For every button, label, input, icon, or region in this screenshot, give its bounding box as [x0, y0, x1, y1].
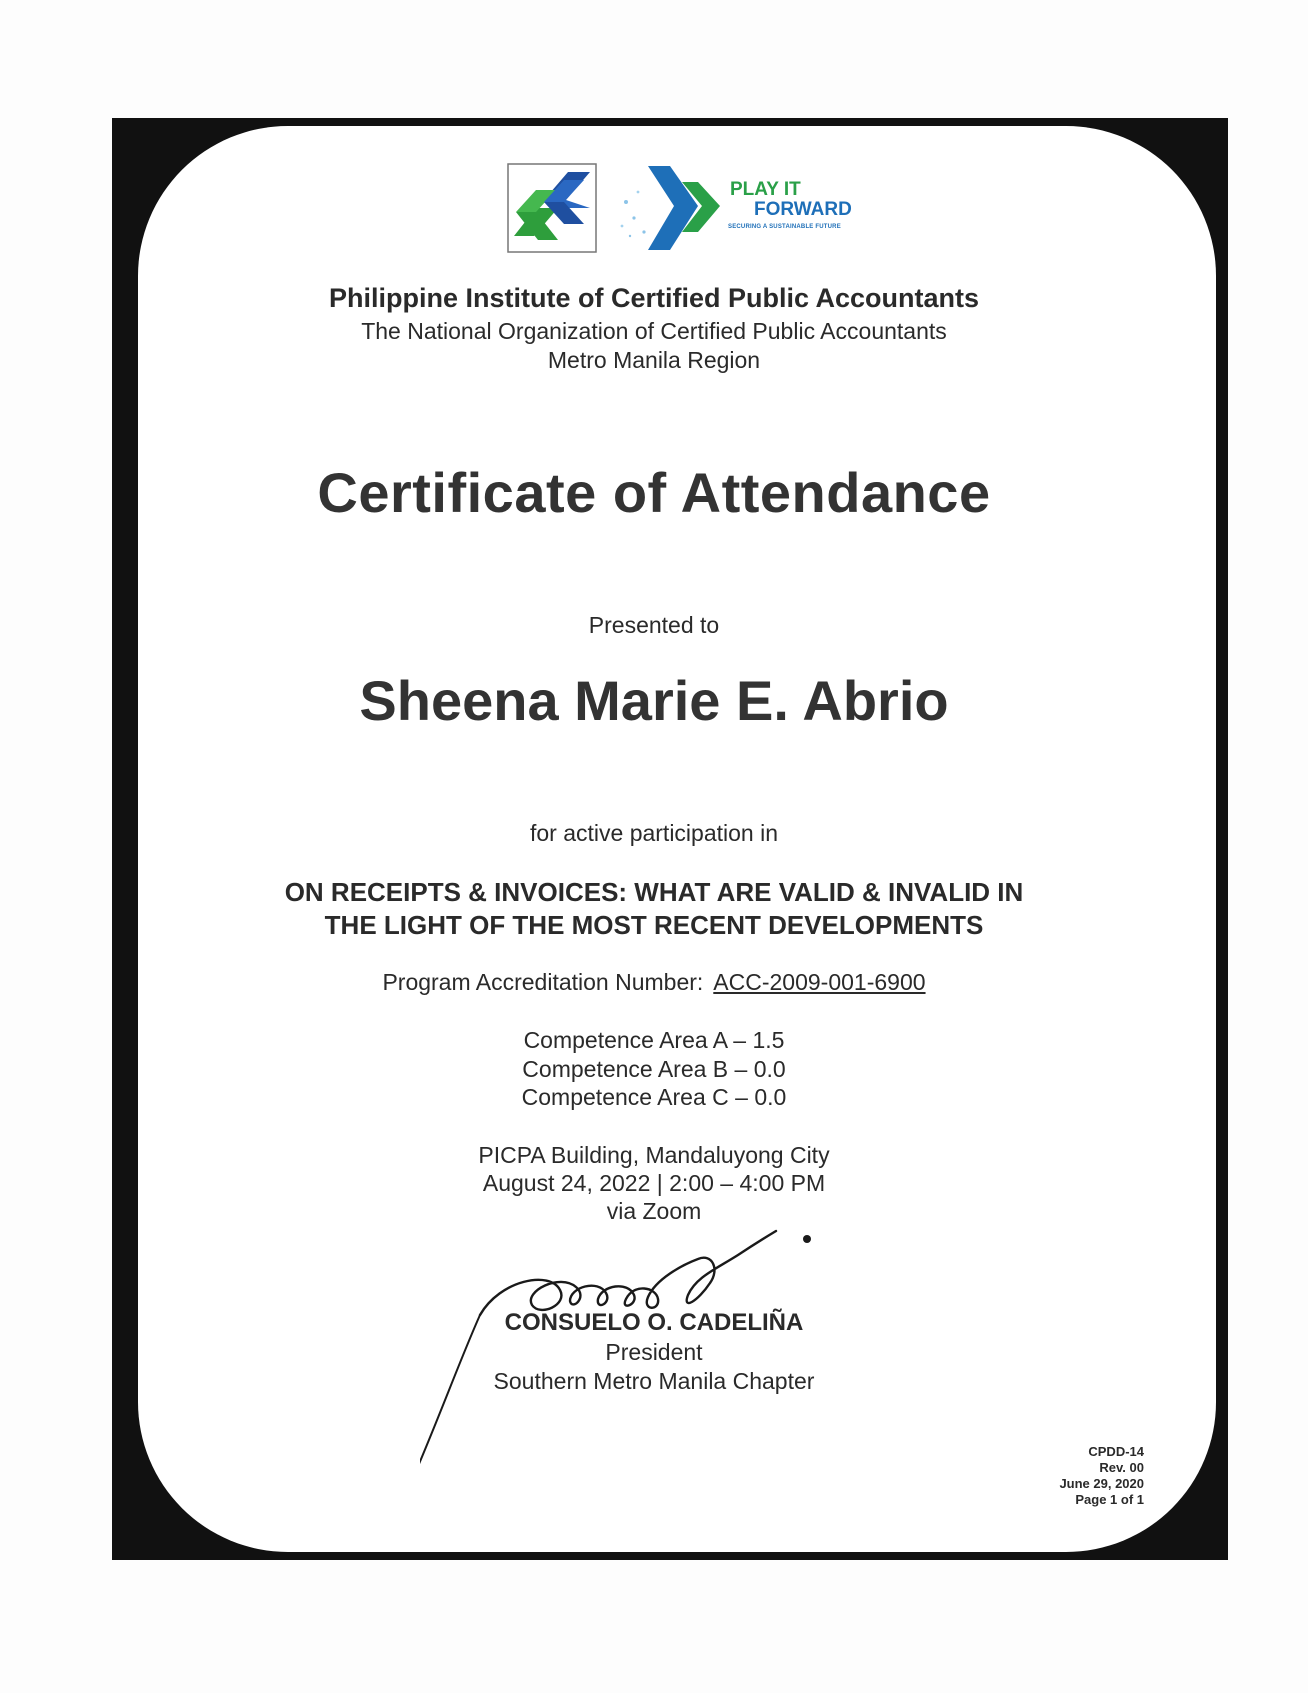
certificate-title: Certificate of Attendance: [317, 461, 991, 524]
accreditation-number: ACC-2009-001-6900: [713, 969, 926, 995]
accreditation: [0, 969, 1308, 996]
competence-c: Competence Area C – 0.0: [521, 1084, 787, 1110]
signatory-name: CONSUELO O. CADELIÑA: [504, 1309, 804, 1336]
document-revision: Rev. 00: [1099, 1460, 1144, 1475]
document-page: Page 1 of 1: [1075, 1492, 1144, 1507]
document-code-block: [1059, 1444, 1144, 1508]
program-title-line2: THE LIGHT OF THE MOST RECENT DEVELOPMENTS: [324, 910, 984, 940]
play-it-forward-logo: [621, 166, 720, 250]
pif-tagline: SECURING A SUSTAINABLE FUTURE: [728, 224, 841, 230]
platform: via Zoom: [606, 1198, 702, 1224]
organization-subtitle: The National Organization of Certified Public Accountants: [361, 318, 947, 344]
program-title: [0, 876, 1308, 942]
competence-b: Competence Area B – 0.0: [522, 1056, 786, 1082]
recipient-name: Sheena Marie E. Abrio: [359, 669, 949, 732]
program-title-line1: ON RECEIPTS & INVOICES: WHAT ARE VALID & INVALID IN: [284, 877, 1024, 907]
signatory-chapter: Southern Metro Manila Chapter: [493, 1368, 815, 1394]
organization-name: Philippine Institute of Certified Public Accountants: [328, 283, 980, 313]
document-code: CPDD-14: [1088, 1444, 1144, 1459]
organization-region: Metro Manila Region: [547, 347, 761, 373]
competence-a: Competence Area A – 1.5: [523, 1027, 785, 1053]
pif-line1: PLAY IT: [730, 179, 801, 200]
document-date: June 29, 2020: [1059, 1476, 1144, 1491]
picpa-chevron-logo: [508, 164, 596, 252]
participation-text: for active participation in: [529, 820, 778, 846]
signatory-role: President: [605, 1339, 703, 1365]
pif-line2: FORWARD: [754, 199, 852, 220]
presented-to: Presented to: [588, 612, 720, 638]
event-datetime: August 24, 2022 | 2:00 – 4:00 PM: [482, 1170, 826, 1196]
venue: PICPA Building, Mandaluyong City: [478, 1142, 830, 1168]
logo-row: [506, 162, 906, 258]
accreditation-label: Program Accreditation Number:: [382, 969, 704, 995]
